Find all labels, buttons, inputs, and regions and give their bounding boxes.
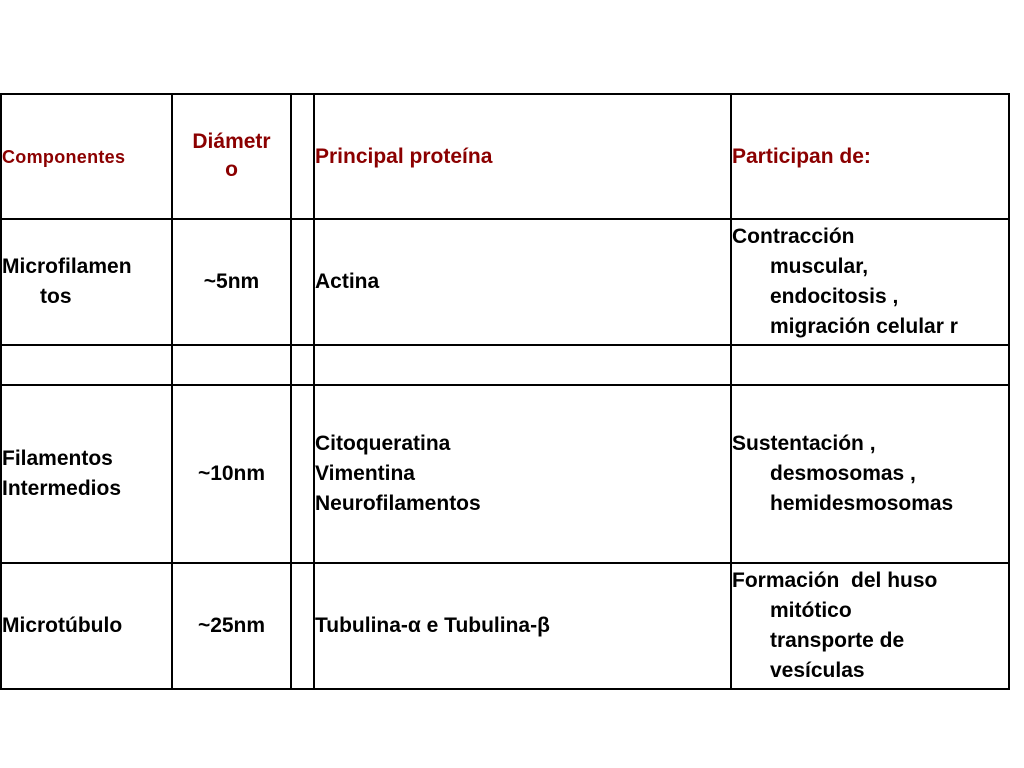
componente-line: Microfilamen (2, 255, 132, 278)
spacer-cell (291, 345, 314, 385)
diametro-value: ~25nm (197, 614, 266, 637)
header-cell-diametro (172, 94, 291, 219)
empty-cell (314, 345, 731, 385)
spacer-cell (291, 385, 314, 563)
diametro-value: ~10nm (197, 462, 266, 485)
participan-cell (731, 385, 1009, 563)
componente-line: Intermedios (2, 477, 122, 500)
spacer-cell (291, 94, 314, 219)
componente-line: tos (40, 285, 72, 308)
participan-line: transporte de (770, 629, 905, 652)
proteina-value: Citoqueratina (315, 432, 451, 455)
proteina-value: Tubulina-α e Tubulina-β (315, 614, 550, 637)
proteina-cell (314, 385, 731, 563)
empty-cell (731, 345, 1009, 385)
participan-line: Sustentación , (732, 432, 876, 455)
componente-line: Filamentos (2, 447, 113, 470)
diametro-cell (172, 219, 291, 345)
participan-cell (731, 563, 1009, 689)
spacer-cell (291, 563, 314, 689)
header-diametro-line1: Diámetr (192, 130, 271, 153)
participan-line: migración celular r (770, 315, 958, 338)
participan-line: Formación del huso (732, 569, 938, 592)
cytoskeleton-table (0, 93, 1010, 690)
spacer-cell (291, 219, 314, 345)
diametro-value: ~5nm (203, 270, 260, 293)
participan-line: mitótico (770, 599, 852, 622)
table-row-microfilamentos (1, 219, 1009, 345)
participan-line: Contracción (732, 225, 855, 248)
header-cell-proteina (314, 94, 731, 219)
participan-cell (731, 219, 1009, 345)
participan-line: desmosomas , (770, 462, 916, 485)
header-diametro (187, 128, 277, 184)
header-cell-participan (731, 94, 1009, 219)
empty-cell (172, 345, 291, 385)
participan-line: endocitosis , (770, 285, 899, 308)
participan-line: vesículas (770, 659, 865, 682)
participan-line: muscular, (770, 255, 869, 278)
header-participan: Participan de: (732, 144, 871, 168)
componente-text: Microtúbulo (2, 614, 123, 637)
header-componentes: Componentes (2, 146, 126, 167)
componente-cell (1, 385, 172, 563)
proteina-list (315, 429, 730, 519)
participan-line: hemidesmosomas (770, 492, 954, 515)
table-row-microtubulo (1, 563, 1009, 689)
diametro-cell (172, 563, 291, 689)
proteina-cell (314, 219, 731, 345)
header-cell-componentes (1, 94, 172, 219)
componente-text (2, 444, 171, 504)
participan-text (732, 222, 1008, 342)
proteina-cell (314, 563, 731, 689)
proteina-value: Vimentina (315, 462, 415, 485)
table-row-filamentos-intermedios (1, 385, 1009, 563)
componente-text (2, 252, 171, 312)
table-row-empty (1, 345, 1009, 385)
participan-text (732, 566, 1008, 686)
proteina-value: Actina (315, 270, 380, 293)
proteina-value: Neurofilamentos (315, 492, 481, 515)
header-row (1, 94, 1009, 219)
header-diametro-line2: o (225, 158, 238, 181)
header-proteina: Principal proteína (315, 144, 493, 168)
participan-text (732, 429, 1008, 519)
componente-cell (1, 219, 172, 345)
componente-cell (1, 563, 172, 689)
empty-cell (1, 345, 172, 385)
diametro-cell (172, 385, 291, 563)
